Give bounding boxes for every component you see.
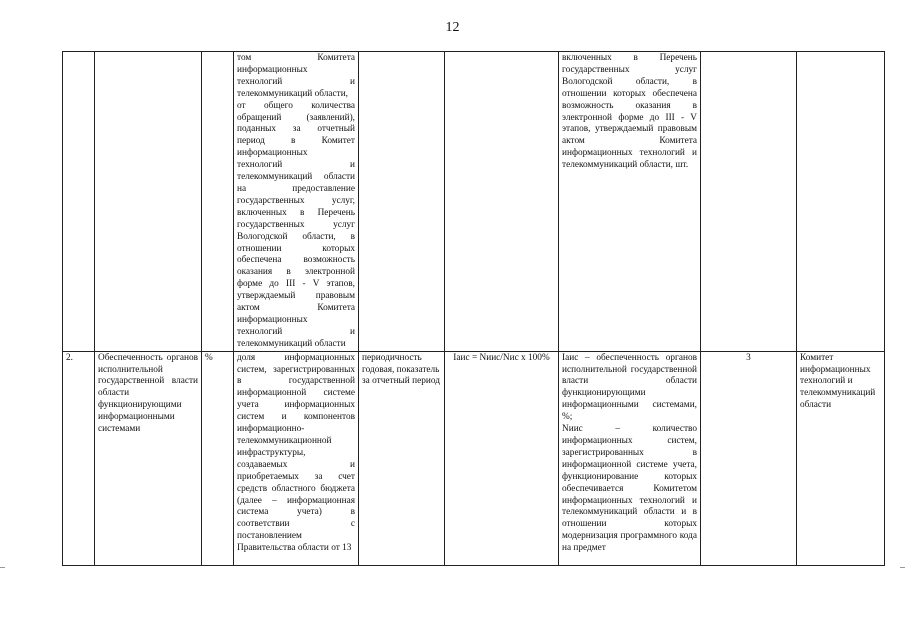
table-row-continuation bbox=[63, 52, 885, 352]
indicator-definition-cont-text: том Комитета информационных технологий и телекоммуникаций области, от общего количества обращений (заявлений), поданных за отчетный период в Комитет информационных технологий и телекоммуникаций области на предоставление государственных услуг, включенных в Перечень государственных услуг Вологодской области, в отношении которых обеспечена возможность оказания в электронной форме до III - V этапов, утверждаемый правовым актом Комитета информационных технологий и телекоммуникаций области bbox=[237, 53, 355, 349]
cell-periodicity bbox=[359, 351, 445, 565]
cell-variables-cont bbox=[559, 52, 701, 352]
indicator-name-text: Обеспеченность органов исполнительной государственной власти области функционирующими информационными системами bbox=[98, 352, 201, 435]
responsible-text: Комитет информационных технологий и телекоммуникаций области bbox=[800, 352, 878, 411]
right-margin-mark bbox=[900, 567, 905, 568]
cell-formula-empty bbox=[445, 52, 559, 352]
indicators-table bbox=[62, 51, 885, 566]
cell-variables bbox=[559, 351, 701, 565]
cell-num-empty bbox=[63, 52, 95, 352]
cell-periodicity-empty bbox=[359, 52, 445, 352]
cell-indicator-name bbox=[95, 351, 202, 565]
cell-unit-empty bbox=[202, 52, 234, 352]
cell-row-number bbox=[63, 351, 95, 565]
page-number: 12 bbox=[445, 20, 460, 35]
cell-indicator-definition bbox=[234, 351, 359, 565]
method-text: 3 bbox=[746, 352, 751, 363]
cell-name-empty bbox=[95, 52, 202, 352]
cell-responsible bbox=[797, 351, 885, 565]
left-margin-mark bbox=[0, 567, 5, 568]
cell-method bbox=[701, 351, 797, 565]
cell-responsible-empty bbox=[797, 52, 885, 352]
cell-method-empty bbox=[701, 52, 797, 352]
cell-indicator-definition-cont bbox=[234, 52, 359, 352]
row-number-text: 2. bbox=[66, 352, 73, 363]
periodicity-text: периодичность годовая, показатель за отчетный период bbox=[362, 352, 442, 387]
unit-text: % bbox=[205, 352, 213, 363]
cell-unit bbox=[202, 351, 234, 565]
cell-formula bbox=[445, 351, 559, 565]
table-row-2 bbox=[63, 351, 885, 565]
formula-text: Iаис = Nиис/Nис х 100% bbox=[453, 352, 550, 363]
indicator-definition-text: доля информационных систем, зарегистрированных в государственной информационной системе учета информационных систем и компонентов информационно-телекоммуникационной инфраструктуры, создаваемых и приобретаемых за счет средств областного бюджета (далее – информационная система учета) в соответствии с постановлением Правительства области от 13 bbox=[237, 352, 358, 554]
variables-text: Iаис – обеспеченность органов исполнительной государственной власти области функционирующими информационными системами, %; Nиис – количество информационных систем, зарегистрированных в информационной системе учета, функционирование которых обеспечивается Комитетом информационных технологий и телекоммуникаций области и в отношении которых модернизация программного кода на предмет bbox=[562, 352, 697, 554]
variables-cont-text: включенных в Перечень государственных услуг Вологодской области, в отношении которых обеспечена возможность оказания в электронной форме до III - V этапов, утверждаемый правовым актом Комитета информационных технологий и телекоммуникаций области, шт. bbox=[562, 53, 700, 171]
